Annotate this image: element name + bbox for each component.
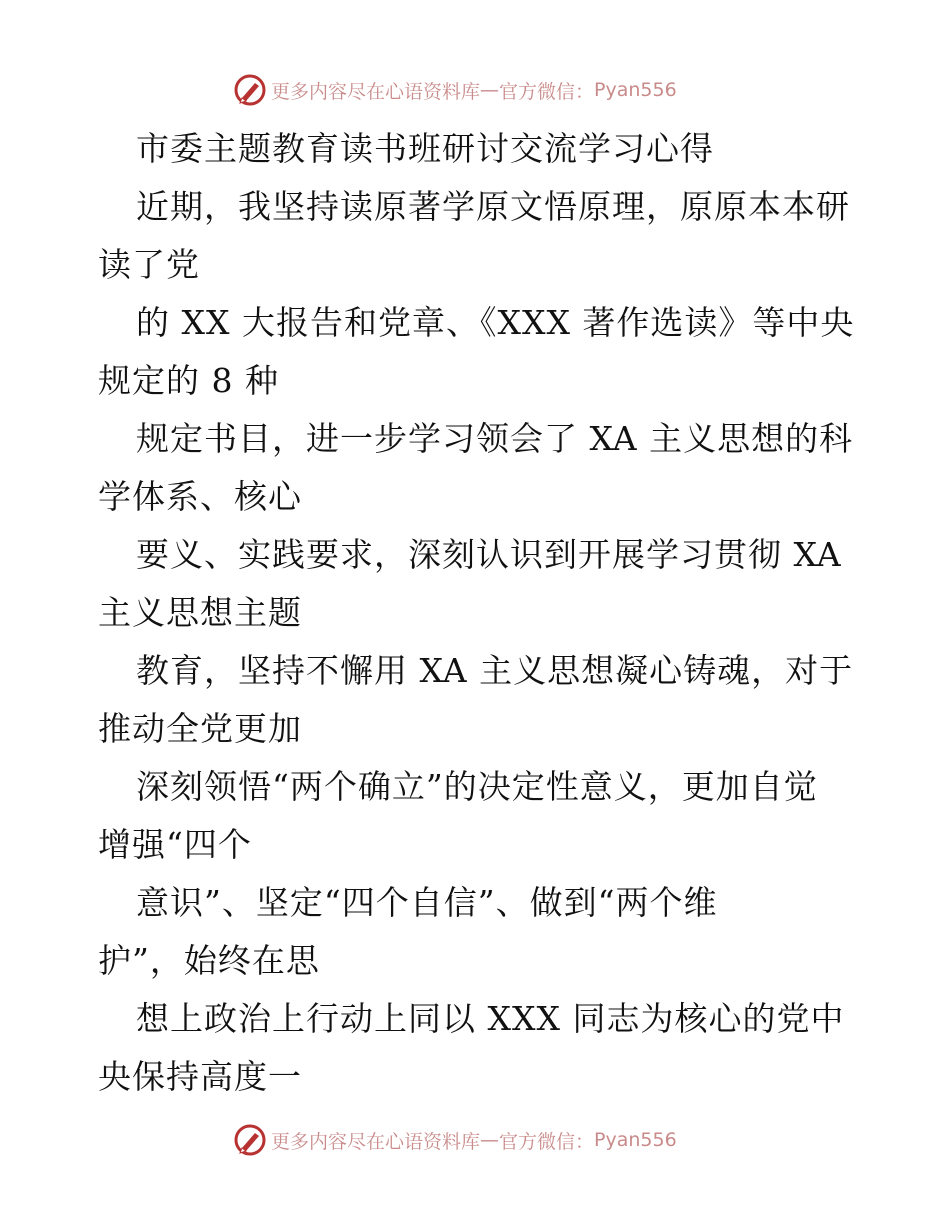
banner-slogan: 更多内容尽在心语资料库 — [271, 1130, 481, 1153]
banner-wechat-label: 官方微信： — [499, 1130, 595, 1153]
pen-logo-icon — [233, 73, 267, 107]
paragraph-line: 教育，坚持不懈用 XA 主义思想凝心铸魂，对于 — [136, 651, 854, 690]
paragraph-line: 读了党 — [98, 245, 200, 284]
paragraph-line: 增强“四个 — [98, 825, 252, 864]
paragraph-line: 主义思想主题 — [98, 593, 302, 632]
paragraph-line: 近期，我坚持读原著学原文悟原理，原原本本研 — [136, 187, 850, 226]
banner-wechat-id: Pyan556 — [594, 1129, 677, 1151]
paragraph-line: 学体系、核心 — [98, 477, 302, 516]
paragraph-line: 推动全党更加 — [98, 709, 302, 748]
banner-separator: — — [480, 1129, 500, 1151]
pen-logo-icon — [233, 1123, 267, 1157]
banner-wechat-label: 官方微信： — [499, 80, 595, 103]
document-body — [98, 120, 858, 1106]
paragraph-line: 想上政治上行动上同以 XXX 同志为核心的党中 — [136, 999, 845, 1038]
document-title: 市委主题教育读书班研讨交流学习心得 — [136, 129, 714, 168]
paragraph-line: 规定的 8 种 — [98, 361, 279, 400]
paragraph-line: 的 XX 大报告和党章、《XXX 著作选读》等中央 — [136, 303, 855, 342]
header-banner — [233, 73, 677, 107]
banner-wechat-id: Pyan556 — [594, 79, 677, 101]
banner-separator: — — [480, 79, 500, 101]
banner-slogan: 更多内容尽在心语资料库 — [271, 80, 481, 103]
paragraph-line: 规定书目，进一步学习领会了 XA 主义思想的科 — [136, 419, 854, 458]
paragraph-line: 要义、实践要求，深刻认识到开展学习贯彻 XA — [136, 535, 842, 574]
paragraph-line: 意识”、坚定“四个自信”、做到“两个维 — [136, 883, 718, 922]
footer-banner — [233, 1123, 677, 1157]
paragraph-line: 深刻领悟“两个确立”的决定性意义，更加自觉 — [136, 767, 818, 806]
paragraph-line: 护”，始终在思 — [98, 941, 320, 980]
paragraph-line: 央保持高度一 — [98, 1057, 302, 1096]
